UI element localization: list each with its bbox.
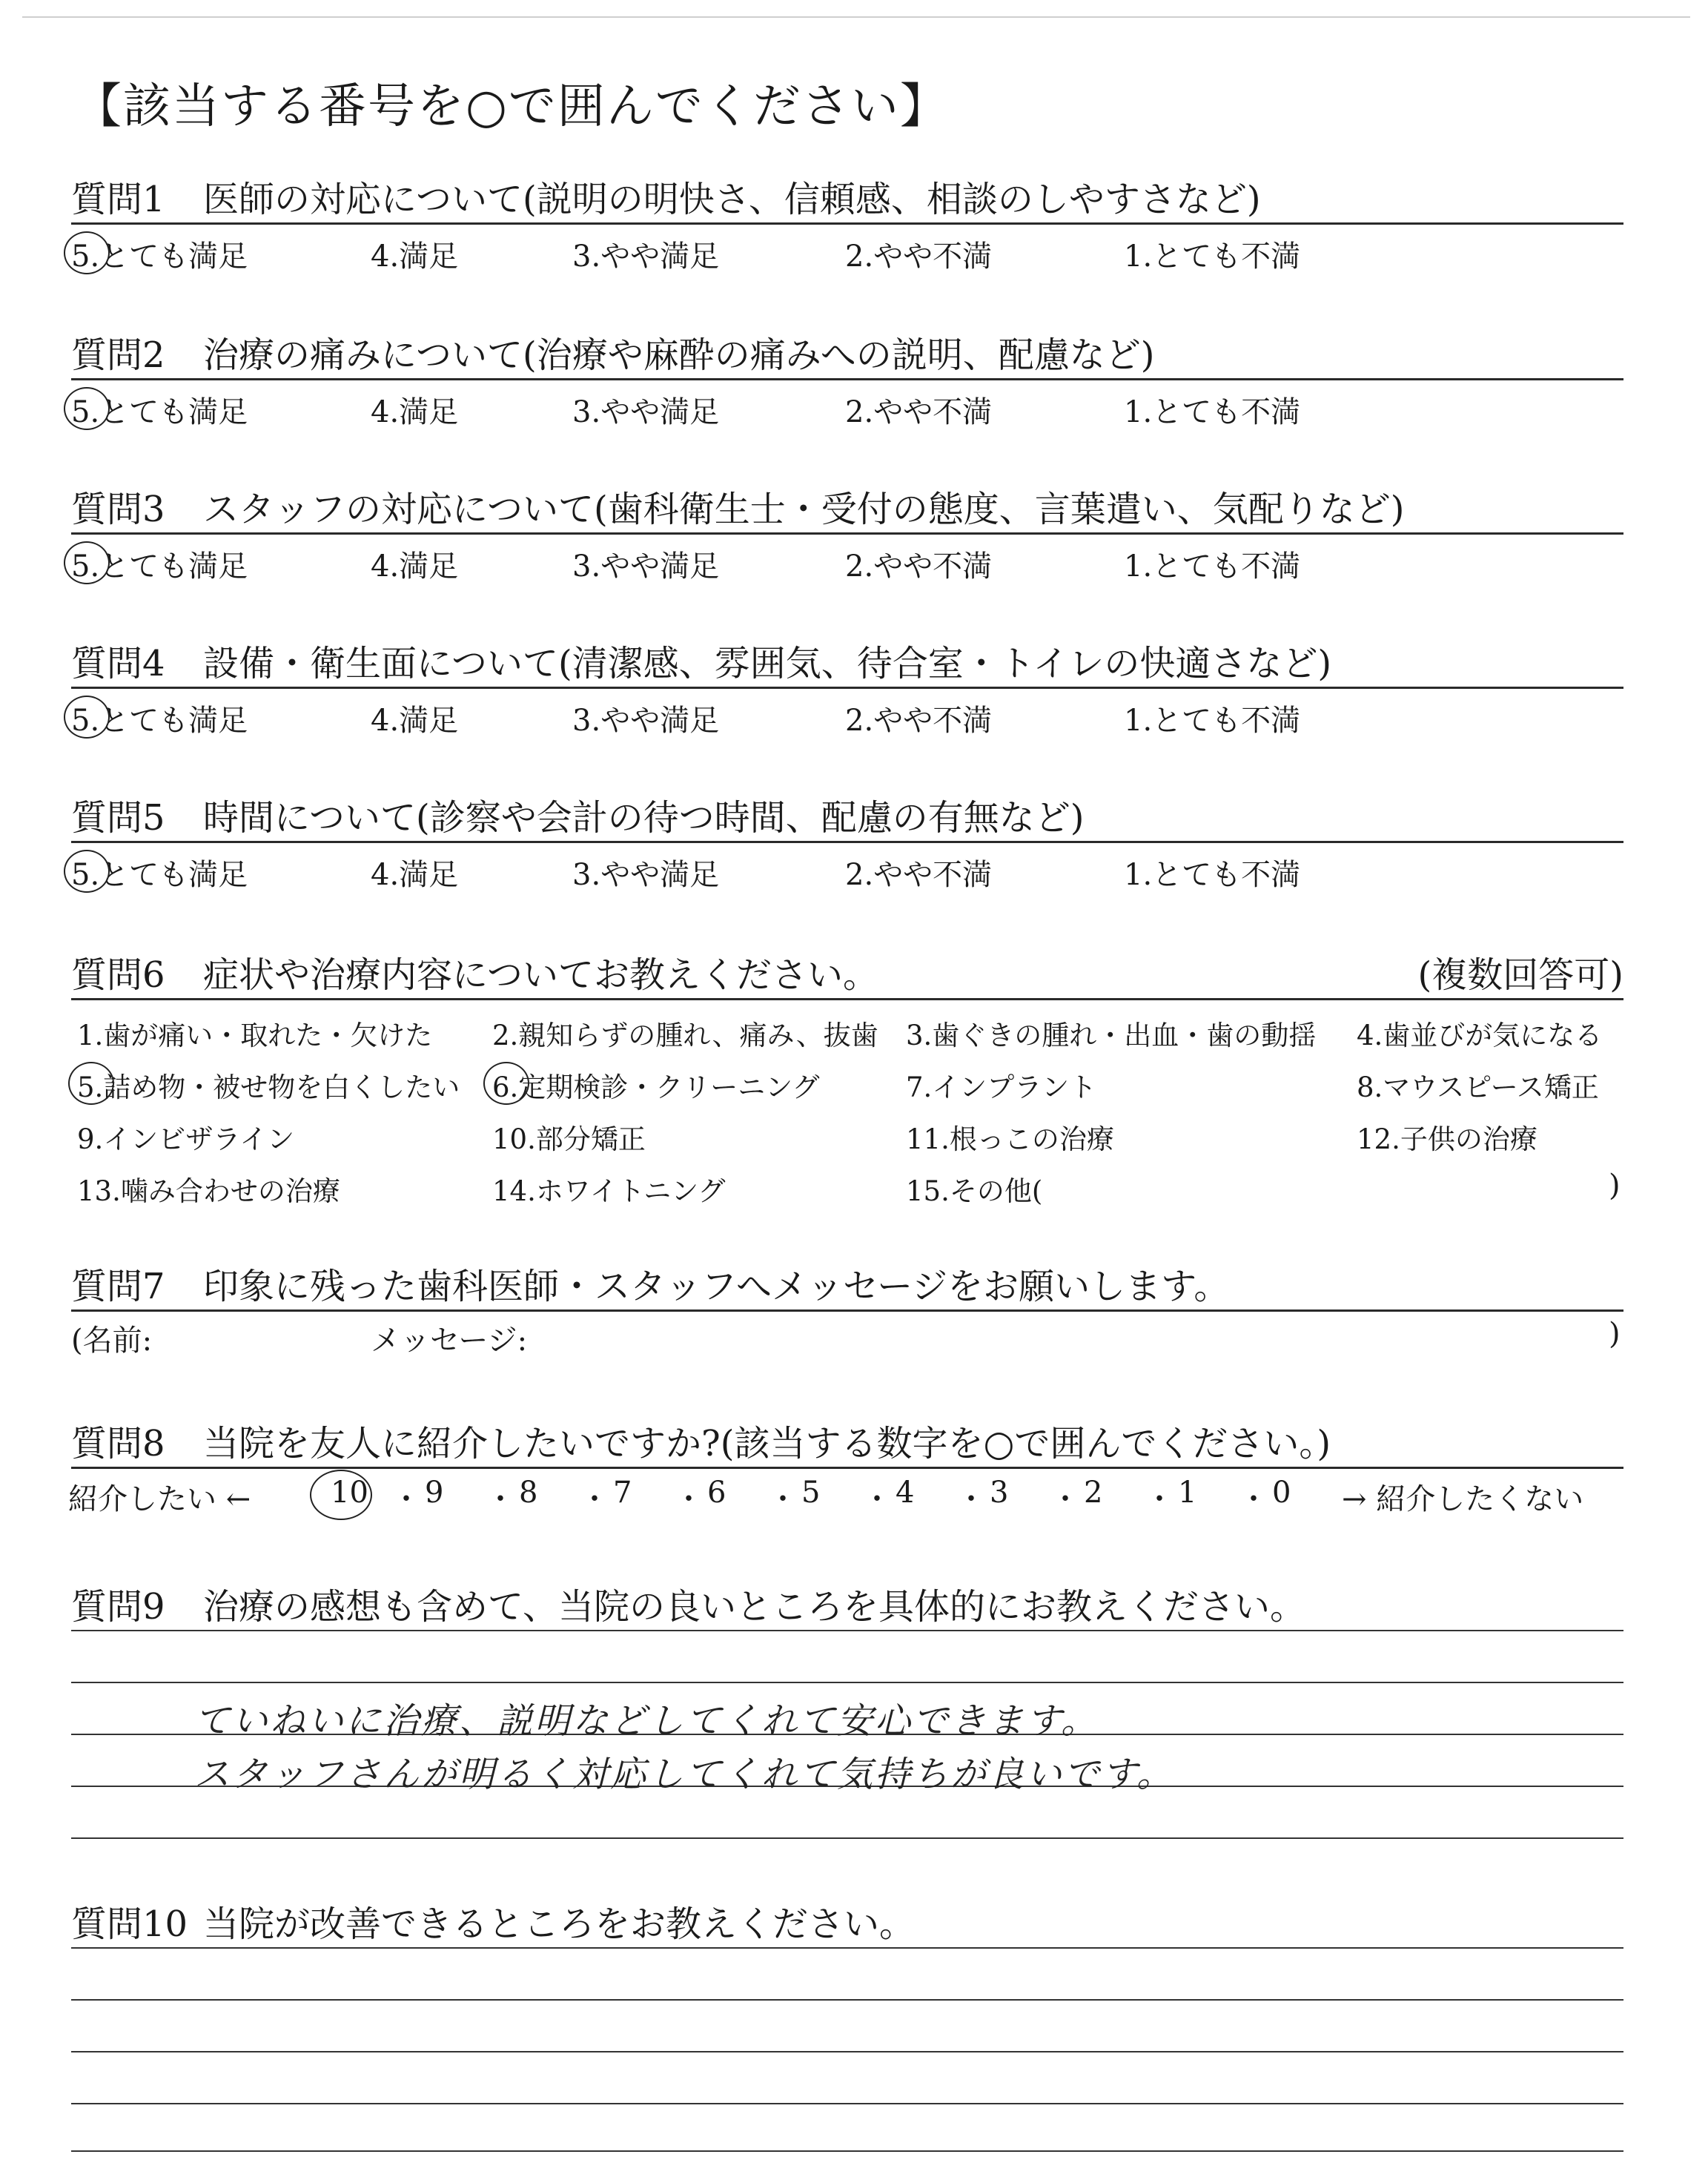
recommend-score-0[interactable]: 0 (1272, 1476, 1291, 1510)
recommend-score-9[interactable]: 9 (425, 1476, 444, 1510)
closing-paren: ) (1609, 1317, 1621, 1351)
symptom-option[interactable]: 6.定期検診・クリーニング (492, 1071, 820, 1103)
selected-circle-mark (68, 1062, 114, 1105)
recommend-score-6[interactable]: 6 (707, 1476, 726, 1510)
recommend-score-3[interactable]: 3 (990, 1476, 1009, 1510)
symptom-option[interactable]: 10.部分矯正 (492, 1123, 646, 1155)
question-number: 質問10 (71, 1903, 188, 1945)
recommend-score-2[interactable]: 2 (1084, 1476, 1103, 1510)
satisfaction-option[interactable]: 4.満足 (371, 704, 459, 738)
symptom-option[interactable]: 13.噛み合わせの治療 (77, 1175, 340, 1207)
selected-circle-mark (64, 696, 110, 739)
satisfaction-option[interactable]: 1.とても不満 (1124, 858, 1301, 892)
scale-separator-dot: ・ (1145, 1482, 1174, 1516)
satisfaction-option[interactable]: 1.とても不満 (1124, 549, 1301, 584)
symptom-option[interactable]: 1.歯が痛い・取れた・欠けた (77, 1020, 433, 1051)
satisfaction-option[interactable]: 1.とても不満 (1124, 240, 1301, 274)
satisfaction-option[interactable]: 3.やや満足 (572, 395, 720, 429)
question-rule (71, 998, 1623, 1000)
scan-top-edge (22, 16, 1690, 18)
question-number: 質問6 (71, 954, 165, 996)
question-text: 医師の対応について(説明の明快さ、信頼感、相談のしやすさなど) (203, 179, 1261, 220)
question-9 (71, 1578, 1305, 1629)
question-text: 印象に残った歯科医師・スタッフへメッセージをお願いします。 (203, 1266, 1230, 1307)
answer-line (71, 2150, 1623, 2152)
question-number: 質問9 (71, 1586, 165, 1628)
question-8 (71, 1415, 1331, 1466)
symptom-option[interactable]: 8.マウスピース矯正 (1357, 1071, 1599, 1103)
symptom-option[interactable]: 15.その他( (906, 1175, 1043, 1207)
selected-circle-mark (64, 231, 110, 274)
question-rule (71, 532, 1623, 535)
question-rule (71, 1309, 1623, 1312)
satisfaction-option[interactable]: 3.やや満足 (572, 240, 720, 274)
symptom-option[interactable]: 5.詰め物・被せ物を白くしたい (77, 1071, 460, 1103)
recommend-score-5[interactable]: 5 (801, 1476, 821, 1510)
recommend-score-7[interactable]: 7 (613, 1476, 632, 1510)
selected-circle-mark (64, 850, 110, 893)
question-7 (71, 1258, 1229, 1309)
question-number: 質問5 (71, 797, 165, 839)
satisfaction-option[interactable]: 3.やや満足 (572, 549, 720, 584)
question-text: 治療の痛みについて(治療や麻酔の痛みへの説明、配慮など) (203, 334, 1155, 376)
satisfaction-option[interactable]: 5.とても満足 (71, 858, 248, 892)
satisfaction-option[interactable]: 1.とても不満 (1124, 704, 1301, 738)
satisfaction-option[interactable]: 2.やや不満 (845, 395, 993, 429)
selected-circle-mark (310, 1470, 372, 1520)
symptom-option[interactable]: 4.歯並びが気になる (1357, 1020, 1603, 1051)
question-2 (71, 326, 1155, 377)
answer-line (71, 2103, 1623, 2104)
question-text: 治療の感想も含めて、当院の良いところを具体的にお教えください。 (203, 1586, 1306, 1628)
question-5 (71, 789, 1085, 840)
answer-line (71, 1947, 1623, 1949)
satisfaction-option[interactable]: 5.とても満足 (71, 549, 248, 584)
question-text: 時間について(診察や会計の待つ時間、配慮の有無など) (203, 797, 1085, 839)
handwritten-answer-line: スタッフさんが明るく対応してくれて気持ちが良いです。 (194, 1754, 1175, 1795)
scale-separator-dot: ・ (674, 1482, 704, 1516)
answer-line (71, 1837, 1623, 1839)
question-rule (71, 378, 1623, 380)
answer-line (71, 1682, 1623, 1683)
satisfaction-option[interactable]: 5.とても満足 (71, 395, 248, 429)
question-10 (71, 1895, 915, 1946)
satisfaction-option[interactable]: 5.とても満足 (71, 704, 248, 738)
symptom-option[interactable]: 11.根っこの治療 (906, 1123, 1114, 1155)
handwritten-answer-line: ていねいに治療、説明などしてくれて安心できます。 (194, 1700, 1099, 1742)
recommend-score-8[interactable]: 8 (519, 1476, 538, 1510)
selected-circle-mark (64, 387, 110, 430)
page-title: 【該当する番号を○で囲んでください】 (74, 79, 949, 134)
satisfaction-option[interactable]: 5.とても満足 (71, 240, 248, 274)
symptom-option[interactable]: 7.インプラント (906, 1071, 1097, 1103)
question-number: 質問8 (71, 1423, 165, 1464)
scale-separator-dot: ・ (391, 1482, 421, 1516)
question-rule (71, 222, 1623, 225)
recommend-score-1[interactable]: 1 (1178, 1476, 1197, 1510)
answer-line (71, 1999, 1623, 2001)
question-text: 当院を友人に紹介したいですか?(該当する数字を○で囲んでください。) (203, 1423, 1331, 1464)
multi-answer-note: (複数回答可) (1417, 954, 1623, 996)
question-4 (71, 635, 1331, 686)
question-number: 質問4 (71, 643, 165, 684)
question-rule (71, 1467, 1623, 1469)
question-text: 設備・衛生面について(清潔感、雰囲気、待合室・トイレの快適さなど) (203, 643, 1332, 684)
scale-right-label: → 紹介したくない (1342, 1482, 1584, 1516)
question-6 (71, 946, 1623, 997)
question-rule (71, 841, 1623, 843)
question-number: 質問7 (71, 1266, 165, 1307)
scale-separator-dot: ・ (768, 1482, 798, 1516)
satisfaction-option[interactable]: 3.やや満足 (572, 858, 720, 892)
selected-circle-mark (64, 541, 110, 584)
satisfaction-option[interactable]: 4.満足 (371, 549, 459, 584)
scale-left-label: 紹介したい ← (68, 1482, 251, 1516)
symptom-option[interactable]: 3.歯ぐきの腫れ・出血・歯の動揺 (906, 1020, 1317, 1051)
symptom-option[interactable]: 9.インビザライン (77, 1123, 295, 1155)
satisfaction-option[interactable]: 2.やや不満 (845, 858, 993, 892)
question-text: 症状や治療内容についてお教えください。 (203, 954, 879, 996)
question-number: 質問1 (71, 179, 165, 220)
question-number: 質問3 (71, 489, 165, 530)
satisfaction-option[interactable]: 2.やや不満 (845, 240, 993, 274)
scale-separator-dot: ・ (1239, 1482, 1268, 1516)
other-closing-paren: ) (1609, 1169, 1621, 1203)
recommend-score-4[interactable]: 4 (896, 1476, 915, 1510)
answer-line (71, 2051, 1623, 2052)
symptom-option[interactable]: 12.子供の治療 (1357, 1123, 1537, 1155)
name-field-label: (名前: (71, 1324, 153, 1358)
symptom-option[interactable]: 14.ホワイトニング (492, 1175, 726, 1207)
symptom-option[interactable]: 2.親知らずの腫れ、痛み、抜歯 (492, 1020, 878, 1051)
scale-separator-dot: ・ (580, 1482, 609, 1516)
question-text: スタッフの対応について(歯科衛生士・受付の態度、言葉遣い、気配りなど) (203, 489, 1405, 530)
satisfaction-option[interactable]: 2.やや不満 (845, 704, 993, 738)
satisfaction-option[interactable]: 2.やや不満 (845, 549, 993, 584)
satisfaction-option[interactable]: 1.とても不満 (1124, 395, 1301, 429)
scale-separator-dot: ・ (862, 1482, 892, 1516)
satisfaction-option[interactable]: 3.やや満足 (572, 704, 720, 738)
scale-separator-dot: ・ (956, 1482, 986, 1516)
answer-line (71, 1630, 1623, 1631)
question-rule (71, 687, 1623, 689)
satisfaction-option[interactable]: 4.満足 (371, 858, 459, 892)
question-text: 当院が改善できるところをお教えください。 (203, 1903, 916, 1945)
satisfaction-option[interactable]: 4.満足 (371, 240, 459, 274)
question-1 (71, 171, 1261, 222)
message-field-label: メッセージ: (371, 1324, 528, 1358)
question-3 (71, 480, 1405, 532)
scale-separator-dot: ・ (1050, 1482, 1080, 1516)
satisfaction-option[interactable]: 4.満足 (371, 395, 459, 429)
scale-separator-dot: ・ (486, 1482, 515, 1516)
question-number: 質問2 (71, 334, 165, 376)
recommend-score-10[interactable]: 10 (331, 1476, 368, 1510)
selected-circle-mark (483, 1062, 529, 1105)
